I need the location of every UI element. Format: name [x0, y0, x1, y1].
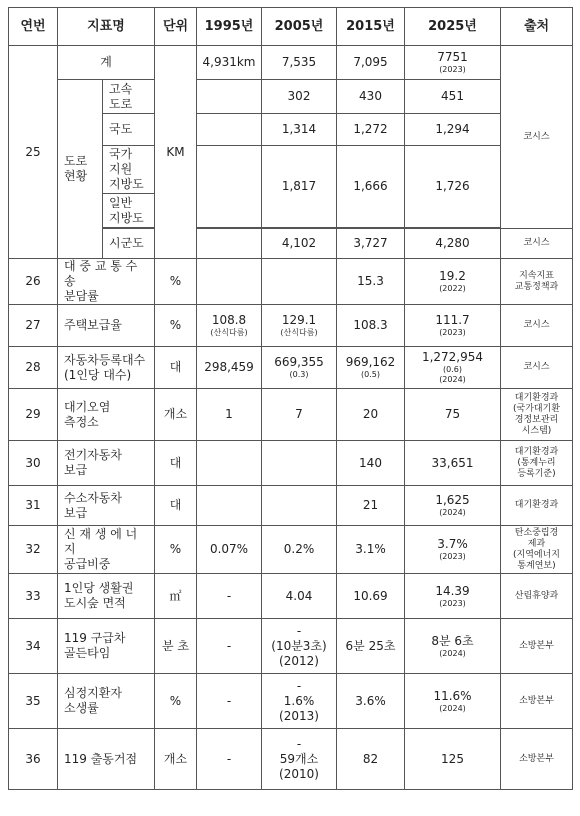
table-row — [9, 674, 573, 729]
cell-line: - — [226, 588, 232, 603]
cell-line: 669,355 — [274, 355, 324, 369]
cell-line: 10.69 — [353, 588, 388, 603]
cell-line: 3.1% — [355, 542, 386, 556]
road-city-1995 — [197, 229, 262, 259]
indicator-name — [58, 574, 155, 619]
value-2005 — [262, 259, 337, 305]
source — [501, 347, 573, 389]
cell-line: 코시스 — [523, 362, 550, 372]
cell-line: 20 — [362, 407, 379, 421]
road-national-2005: 1,314 — [262, 114, 337, 146]
cell-line: 11.6% — [433, 688, 472, 703]
value-2015 — [337, 526, 405, 574]
cell-line: 108.3 — [353, 318, 388, 332]
table-row — [9, 619, 573, 674]
cell-line: 125 — [441, 751, 464, 766]
cell-line: 119 출동거점 — [64, 751, 138, 766]
cell-line: (0.3) — [289, 370, 309, 379]
row-number: 35 — [9, 674, 58, 729]
cell-line: 111.7 — [435, 313, 470, 327]
cell-line: 수소자동차 — [64, 490, 122, 505]
road-total-2005: 7,535 — [262, 46, 337, 80]
value-1995 — [197, 486, 262, 526]
table-row — [9, 729, 573, 790]
indicator-name — [58, 526, 155, 574]
road-national-1995 — [197, 114, 262, 146]
cell-line: 등록기준) — [517, 468, 556, 479]
cell-line: (국가대기환 — [513, 403, 560, 414]
value-2005 — [262, 674, 337, 729]
cell-line: (2023) — [439, 552, 466, 561]
header-name: 지표명 — [58, 8, 155, 46]
cell-line: 1,625 — [435, 493, 470, 507]
row-number: 36 — [9, 729, 58, 790]
cell-line: 0.2% — [283, 542, 315, 556]
value-2005 — [262, 305, 337, 347]
value-2025 — [405, 729, 501, 790]
cell-line: 전기자동차 — [64, 448, 122, 462]
source — [501, 259, 573, 305]
value-2005 — [262, 729, 337, 790]
cell-line: 분담률 — [64, 289, 99, 303]
cell-line: (2013) — [279, 708, 319, 723]
cell-line: 33,651 — [431, 455, 474, 470]
road-city-source: 코시스 — [501, 229, 573, 259]
value-1995 — [197, 674, 262, 729]
cell-line: (2010) — [279, 766, 319, 781]
road-national-2015: 1,272 — [337, 114, 405, 146]
cell-line: 3.7% — [437, 537, 468, 551]
source — [501, 389, 573, 441]
cell-line: (1인당 대수) — [64, 367, 132, 382]
cell-line: (2023) — [439, 598, 466, 608]
unit: % — [155, 526, 197, 574]
cell-line: - — [226, 751, 232, 766]
value-2015 — [337, 674, 405, 729]
value-2005 — [262, 486, 337, 526]
cell-line: 1.6% — [283, 693, 315, 708]
unit: 분 초 — [155, 619, 197, 674]
value-1995 — [197, 259, 262, 305]
cell-line: 969,162 — [345, 355, 396, 369]
cell-line: 15.3 — [357, 274, 384, 288]
value-1995 — [197, 389, 262, 441]
source — [501, 674, 573, 729]
table-row — [9, 259, 573, 305]
value-2025 — [405, 526, 501, 574]
header-1995: 1995년 — [197, 8, 262, 46]
value-2025 — [405, 674, 501, 729]
cell-line: - — [296, 678, 302, 693]
cell-line: (2024) — [439, 508, 466, 517]
road-city-2005: 4,102 — [262, 229, 337, 259]
value-2025 — [405, 441, 501, 486]
cell-line: 통계연보) — [517, 560, 556, 571]
cell-line: - — [226, 638, 232, 653]
road-local-label: 일반 지방도 — [103, 194, 155, 228]
cell-line: 대 중 교 통 수 송 — [64, 259, 138, 288]
source — [501, 441, 573, 486]
cell-line: 산림휴양과 — [514, 590, 559, 601]
source — [501, 526, 573, 574]
cell-line: 소생률 — [64, 701, 99, 715]
cell-line: 공급비중 — [64, 557, 111, 571]
road-highway-label: 고속 도로 — [103, 80, 155, 114]
cell-line: (산식다름) — [210, 328, 248, 337]
value-2005 — [262, 347, 337, 389]
cell-line: 4.04 — [285, 588, 313, 603]
cell-line: 소방본부 — [519, 753, 554, 764]
road-city-label: 시군도 — [103, 229, 155, 259]
indicator-name — [58, 347, 155, 389]
cell-line: 59개소 — [279, 751, 319, 766]
row-number: 32 — [9, 526, 58, 574]
value-2025 — [405, 259, 501, 305]
road-unit: KM — [155, 46, 197, 259]
road-source: 코시스 — [501, 46, 573, 229]
cell-line: 1인당 생활권 — [64, 581, 134, 595]
value-2005 — [262, 526, 337, 574]
value-2005 — [262, 619, 337, 674]
row-number: 33 — [9, 574, 58, 619]
road-total-row — [9, 46, 573, 80]
value-1995 — [197, 526, 262, 574]
cell-line: 제과 — [527, 538, 546, 549]
cell-line: (0.6) — [443, 365, 462, 374]
value-2025 — [405, 486, 501, 526]
header-row — [9, 8, 573, 46]
cell-line: 지속지표 — [519, 270, 554, 281]
source — [501, 619, 573, 674]
road-total-1995: 4,931km — [197, 46, 262, 80]
value-1995 — [197, 729, 262, 790]
cell-line: (10분3초) — [271, 638, 327, 653]
unit: 대 — [155, 347, 197, 389]
row-number: 31 — [9, 486, 58, 526]
indicator-table — [8, 7, 573, 790]
unit: 대 — [155, 441, 197, 486]
row-number: 27 — [9, 305, 58, 347]
cell-line: 측정소 — [64, 414, 99, 429]
cell-line: - — [296, 623, 302, 638]
header-source: 출처 — [501, 8, 573, 46]
indicator-name — [58, 259, 155, 305]
value-2015 — [337, 729, 405, 790]
road-provlocal-2005: 1,817 — [262, 146, 337, 228]
cell-line: 7 — [295, 407, 303, 421]
value-2015 — [337, 619, 405, 674]
cell-line: 129.1 — [281, 313, 317, 327]
cell-line: 82 — [362, 751, 379, 766]
value-2025 — [405, 305, 501, 347]
unit: 대 — [155, 486, 197, 526]
unit: ㎡ — [155, 574, 197, 619]
source — [501, 305, 573, 347]
value-1995 — [197, 347, 262, 389]
indicator-name — [58, 486, 155, 526]
value-2025 — [405, 389, 501, 441]
cell-line: 14.39 — [435, 583, 470, 598]
header-unit: 단위 — [155, 8, 197, 46]
road-total-2025: 7751 (2023) — [405, 46, 501, 80]
cell-line: 교통정책과 — [514, 281, 559, 292]
road-provlocal-1995 — [197, 146, 262, 228]
cell-line: 1 — [225, 407, 233, 421]
value-1995 — [197, 574, 262, 619]
value-2025 — [405, 347, 501, 389]
table-row — [9, 305, 573, 347]
road-total-2015: 7,095 — [337, 46, 405, 80]
cell-line: - — [296, 736, 302, 751]
source — [501, 486, 573, 526]
cell-line: 심정지환자 — [64, 686, 122, 700]
cell-line: 8분 6초 — [431, 633, 474, 648]
indicator-name — [58, 305, 155, 347]
cell-line: 보급 — [64, 505, 88, 520]
cell-line: (산식다름) — [280, 328, 318, 337]
road-highway-2015: 430 — [337, 80, 405, 114]
cell-line: 0.07% — [209, 542, 249, 556]
cell-line: 119 구급차 — [64, 631, 126, 645]
row-number: 26 — [9, 259, 58, 305]
value-2025 — [405, 574, 501, 619]
unit: % — [155, 305, 197, 347]
value-2015 — [337, 486, 405, 526]
row-number: 30 — [9, 441, 58, 486]
cell-line: (2024) — [439, 648, 466, 658]
cell-line: 대기환경과 — [514, 500, 559, 510]
road-highway-2025: 451 — [405, 80, 501, 114]
source — [501, 729, 573, 790]
road-highway-1995 — [197, 80, 262, 114]
cell-line: (지역에너지 — [513, 549, 560, 560]
cell-line: (통계누리 — [517, 457, 556, 468]
cell-line: (2024) — [439, 703, 466, 713]
cell-line: 298,459 — [204, 360, 254, 374]
indicator-name — [58, 441, 155, 486]
cell-line: (2024) — [439, 375, 466, 384]
cell-line: 140 — [359, 455, 382, 470]
road-highway-2005: 302 — [262, 80, 337, 114]
cell-line: 108.8 — [211, 313, 247, 327]
indicator-name — [58, 619, 155, 674]
row-number: 29 — [9, 389, 58, 441]
unit: % — [155, 674, 197, 729]
header-2025: 2025년 — [405, 8, 501, 46]
cell-line: 대기오염 — [64, 399, 111, 414]
row-number: 28 — [9, 347, 58, 389]
row-number: 25 — [9, 46, 58, 259]
cell-line: - — [226, 693, 232, 708]
cell-line: 대기환경과 — [514, 446, 559, 457]
cell-line: 21 — [362, 498, 379, 512]
cell-line: 신 재 생 에 너 지 — [64, 527, 138, 556]
cell-line: 자동차등록대수 — [64, 352, 146, 367]
unit: % — [155, 259, 197, 305]
road-provlocal-2015: 1,666 — [337, 146, 405, 228]
cell-line: (2012) — [279, 653, 319, 668]
cell-line: 1,272,954 — [421, 350, 484, 364]
value-2005 — [262, 574, 337, 619]
cell-line: 75 — [444, 407, 461, 421]
header-no: 연번 — [9, 8, 58, 46]
table-row — [9, 486, 573, 526]
value-2015 — [337, 574, 405, 619]
road-city-2025: 4,280 — [405, 229, 501, 259]
cell-line: (0.5) — [361, 370, 380, 379]
header-2005: 2005년 — [262, 8, 337, 46]
cell-line: 탄소중립경 — [514, 527, 559, 538]
value-2005 — [262, 389, 337, 441]
cell-line: 보급 — [64, 463, 88, 477]
table-row — [9, 526, 573, 574]
source — [501, 574, 573, 619]
table-row — [9, 347, 573, 389]
cell-line: 골든타임 — [64, 646, 111, 660]
row-number: 34 — [9, 619, 58, 674]
cell-line: (2022) — [439, 284, 466, 293]
value-2015 — [337, 389, 405, 441]
header-2015: 2015년 — [337, 8, 405, 46]
cell-line: 주택보급율 — [64, 318, 122, 332]
road-national-label: 국도 — [103, 114, 155, 146]
value-2005 — [262, 441, 337, 486]
road-city-2015: 3,727 — [337, 229, 405, 259]
road-national-2025: 1,294 — [405, 114, 501, 146]
table-row — [9, 389, 573, 441]
value-2015 — [337, 441, 405, 486]
indicator-name — [58, 674, 155, 729]
cell-line: 도시숲 면적 — [64, 596, 126, 610]
road-provlocal-2025: 1,726 — [405, 146, 501, 228]
cell-line: 시스템) — [521, 425, 552, 436]
cell-line: 3.6% — [355, 693, 386, 708]
road-highway-row — [9, 80, 573, 114]
cell-line: 6분 25초 — [345, 638, 396, 653]
value-1995 — [197, 305, 262, 347]
value-2015 — [337, 347, 405, 389]
unit: 개소 — [155, 729, 197, 790]
road-provincial-label: 국가 지원 지방도 — [103, 146, 155, 194]
unit: 개소 — [155, 389, 197, 441]
cell-line: 소방본부 — [519, 640, 554, 651]
cell-line: 경정보관리 — [514, 414, 559, 425]
value-2015 — [337, 259, 405, 305]
indicator-name — [58, 729, 155, 790]
table-row — [9, 574, 573, 619]
cell-line: (2023) — [439, 328, 466, 337]
cell-line: 소방본부 — [519, 695, 554, 706]
cell-line: 대기환경과 — [514, 392, 559, 403]
value-2015 — [337, 305, 405, 347]
cell-line: 19.2 — [439, 269, 466, 283]
road-category-label: 도로 현황 — [58, 80, 103, 259]
indicator-name — [58, 389, 155, 441]
road-total-label: 계 — [58, 46, 155, 80]
table-row — [9, 441, 573, 486]
value-2025 — [405, 619, 501, 674]
cell-line: 코시스 — [523, 320, 550, 330]
value-1995 — [197, 619, 262, 674]
value-1995 — [197, 441, 262, 486]
